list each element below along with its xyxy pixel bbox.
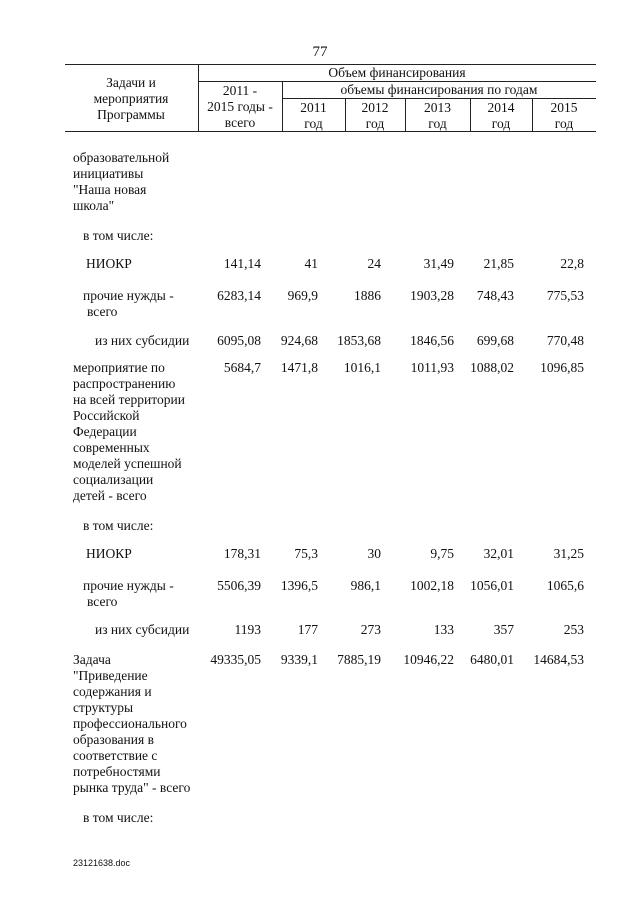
cell-value: 6095,08 — [217, 333, 261, 348]
header-by-years-title: объемы финансирования по годам — [340, 82, 538, 97]
header-total: 2011 - 2015 годы - всего — [207, 83, 273, 130]
header-year-2015: 2015 год — [550, 100, 578, 131]
cell-value: 22,8 — [560, 256, 584, 271]
cell-value: 5684,7 — [223, 360, 261, 375]
cell-value: 6283,14 — [217, 288, 261, 303]
row-label-niokr: НИОКР — [86, 546, 132, 561]
cell-value: 7885,19 — [337, 652, 381, 667]
row-label-niokr: НИОКР — [86, 256, 132, 271]
cell-value: 49335,05 — [210, 652, 261, 667]
cell-value: 357 — [493, 622, 514, 637]
cell-value: 1088,02 — [470, 360, 514, 375]
cell-value: 10946,22 — [403, 652, 454, 667]
cell-value: 1016,1 — [343, 360, 381, 375]
row-label-education-initiative: образовательной инициативы "Наша новая школа" — [73, 150, 170, 213]
header-tasks: Задачи и мероприятия Программы — [93, 75, 169, 122]
cell-value: 24 — [367, 256, 381, 271]
cell-value: 1903,28 — [410, 288, 454, 303]
cell-value: 6480,01 — [470, 652, 514, 667]
cell-value: 1056,01 — [470, 578, 514, 593]
row-label-subsidies: из них субсидии — [95, 333, 190, 348]
cell-value: 1886 — [354, 288, 381, 303]
cell-value: 986,1 — [350, 578, 381, 593]
cell-value: 41 — [304, 256, 318, 271]
header-year-2013: 2013 год — [424, 100, 451, 131]
cell-value: 30 — [367, 546, 381, 561]
cell-value: 32,01 — [483, 546, 514, 561]
cell-value: 1193 — [234, 622, 261, 637]
cell-value: 969,9 — [287, 288, 318, 303]
cell-value: 75,3 — [294, 546, 318, 561]
cell-value: 178,31 — [223, 546, 261, 561]
row-label-including: в том числе: — [83, 810, 154, 825]
cell-value: 31,49 — [423, 256, 454, 271]
cell-value: 1011,93 — [410, 360, 454, 375]
cell-value: 1096,85 — [540, 360, 584, 375]
row-label-task-vocational-education: Задача "Приведение содержания и структуры профессионального образования в соответствие с потребностями рынка труда" - всего — [73, 652, 191, 795]
header-year-2012: 2012 год — [361, 100, 389, 131]
cell-value: 31,25 — [553, 546, 584, 561]
cell-value: 9339,1 — [280, 652, 318, 667]
cell-value: 775,53 — [546, 288, 584, 303]
cell-value: 699,68 — [476, 333, 514, 348]
cell-value: 1396,5 — [280, 578, 318, 593]
cell-value: 1471,8 — [280, 360, 318, 375]
cell-value: 770,48 — [546, 333, 584, 348]
cell-value: 253 — [563, 622, 584, 637]
cell-value: 133 — [433, 622, 454, 637]
cell-value: 1853,68 — [337, 333, 381, 348]
cell-value: 9,75 — [430, 546, 454, 561]
cell-value: 1065,6 — [546, 578, 584, 593]
cell-value: 1846,56 — [410, 333, 454, 348]
cell-value: 21,85 — [483, 256, 514, 271]
cell-value: 14684,53 — [533, 652, 584, 667]
row-label-other-needs: прочие нужды - всего — [83, 288, 174, 319]
row-label-including: в том числе: — [83, 228, 154, 243]
cell-value: 5506,39 — [217, 578, 261, 593]
row-label-other-needs: прочие нужды - всего — [83, 578, 174, 609]
cell-value: 273 — [360, 622, 381, 637]
cell-value: 177 — [297, 622, 318, 637]
row-label-including: в том числе: — [83, 518, 154, 533]
row-label-subsidies: из них субсидии — [95, 622, 190, 637]
cell-value: 748,43 — [476, 288, 514, 303]
header-year-2014: 2014 год — [487, 100, 515, 131]
row-label-dissemination-activity: мероприятие по распространению на всей территории Российской Федерации современных моделей успешной социализации детей - всего — [73, 360, 185, 503]
header-financing-title: Объем финансирования — [328, 65, 466, 80]
header-year-2011: 2011 год — [300, 100, 327, 131]
header-years-line — [282, 98, 596, 99]
cell-value: 924,68 — [280, 333, 318, 348]
document-filename: 23121638.doc — [73, 858, 131, 868]
cell-value: 1002,18 — [410, 578, 454, 593]
page-number: 77 — [312, 44, 328, 60]
cell-value: 141,14 — [223, 256, 261, 271]
